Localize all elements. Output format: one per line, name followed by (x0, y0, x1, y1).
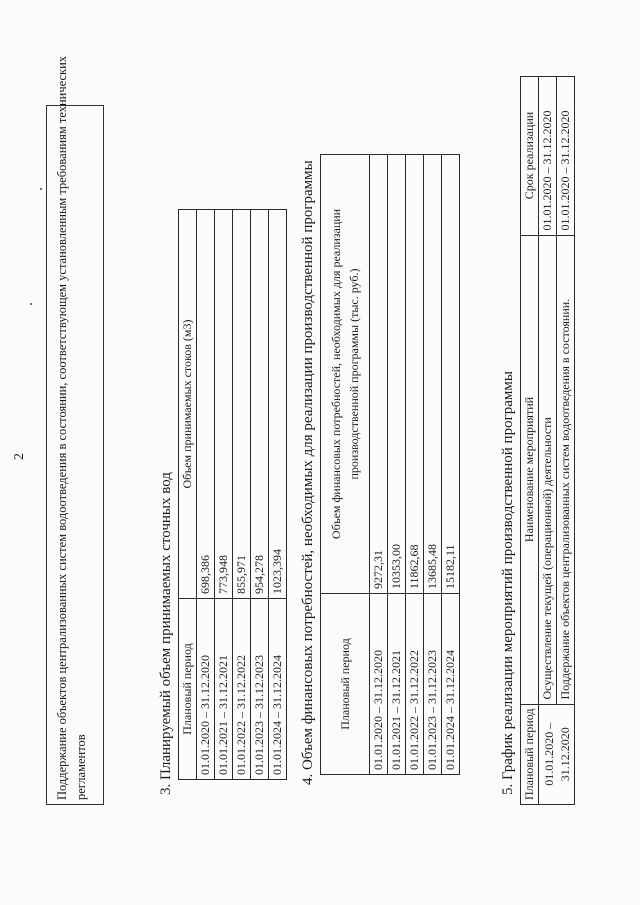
header-cell: Плановый период (179, 599, 197, 780)
period-cell: 01.01.2020 – 31.12.2020 (197, 599, 215, 780)
value-cell: 11862,68 (406, 155, 424, 594)
page-number: 2 (12, 453, 27, 460)
period-line-2: 31.12.2020 (557, 727, 572, 782)
header-cell: Плановый период (321, 594, 370, 775)
period-cell: 01.01.2021 – 31.12.2021 (215, 599, 233, 780)
value-cell: 1023,394 (269, 210, 287, 599)
scan-speck (30, 303, 32, 305)
section3-table (178, 209, 287, 780)
section4-title: 4. Объем финансовых потребностей, необходимых для реализации производственной программы (300, 160, 316, 785)
term-cell: 01.01.2020 – 31.12.2020 (557, 76, 575, 235)
value-cell: 954,278 (251, 210, 269, 599)
period-cell: 01.01.2022 – 31.12.2022 (233, 599, 251, 780)
header-cell: Срок реализации (521, 76, 539, 235)
table-row (215, 210, 233, 780)
header-line-2: производственной программы (тыс. руб.) (347, 268, 361, 480)
table-row (269, 210, 287, 780)
period-cell: 01.01.2024 – 31.12.2024 (442, 594, 460, 775)
table-row (197, 210, 215, 780)
table-row (442, 155, 460, 775)
period-cell: 01.01.2023 – 31.12.2023 (251, 599, 269, 780)
activity-cell: Поддержание объектов централизованных систем водоотведения в состоянии. (557, 235, 575, 704)
header-cell (321, 155, 370, 594)
header-cell: Наименование мероприятий (521, 235, 539, 704)
period-line-1: 01.01.2020 – (541, 722, 556, 786)
table-row (251, 210, 269, 780)
section5-table (520, 76, 575, 805)
period-cell: 01.01.2024 – 31.12.2024 (269, 599, 287, 780)
value-cell: 698,386 (197, 210, 215, 599)
section5-title: 5. График реализации мероприятий производственной программы (500, 371, 516, 795)
intro-box (46, 55, 104, 805)
table-header-row (321, 155, 370, 775)
header-line-1: Объем финансовых потребностей, необходимых для реализации (329, 208, 343, 540)
scan-speck (40, 188, 42, 190)
value-cell: 773,948 (215, 210, 233, 599)
section3-title: 3. Планируемый объем принимаемых сточных вод (158, 472, 174, 795)
intro-line-1: Поддержание объектов централизованных систем водоотведения в состоянии, соответствующем установленным требованиям технических (55, 55, 69, 800)
section4-table (320, 154, 460, 775)
table-row (233, 210, 251, 780)
period-cell (539, 704, 575, 804)
intro-line-2: регламентов (74, 734, 88, 800)
table-header-row (521, 76, 539, 804)
term-cell: 01.01.2020 – 31.12.2020 (539, 76, 557, 235)
period-cell: 01.01.2023 – 31.12.2023 (424, 594, 442, 775)
table-row (406, 155, 424, 775)
activity-cell: Осуществление текущей (операционной) деятельности (539, 235, 557, 704)
table-row (557, 76, 575, 804)
value-cell: 9272,31 (370, 155, 388, 594)
table-header-row (179, 210, 197, 780)
table-row (539, 76, 557, 804)
period-cell: 01.01.2021 – 31.12.2021 (388, 594, 406, 775)
header-cell: Объем принимаемых стоков (м3) (179, 210, 197, 599)
period-cell: 01.01.2020 – 31.12.2020 (370, 594, 388, 775)
period-cell: 01.01.2022 – 31.12.2022 (406, 594, 424, 775)
table-row (424, 155, 442, 775)
table-row (370, 155, 388, 775)
value-cell: 15182,11 (442, 155, 460, 594)
table-row (388, 155, 406, 775)
value-cell: 10353,00 (388, 155, 406, 594)
header-cell: Плановый период (521, 704, 539, 804)
value-cell: 13685,48 (424, 155, 442, 594)
value-cell: 855,971 (233, 210, 251, 599)
